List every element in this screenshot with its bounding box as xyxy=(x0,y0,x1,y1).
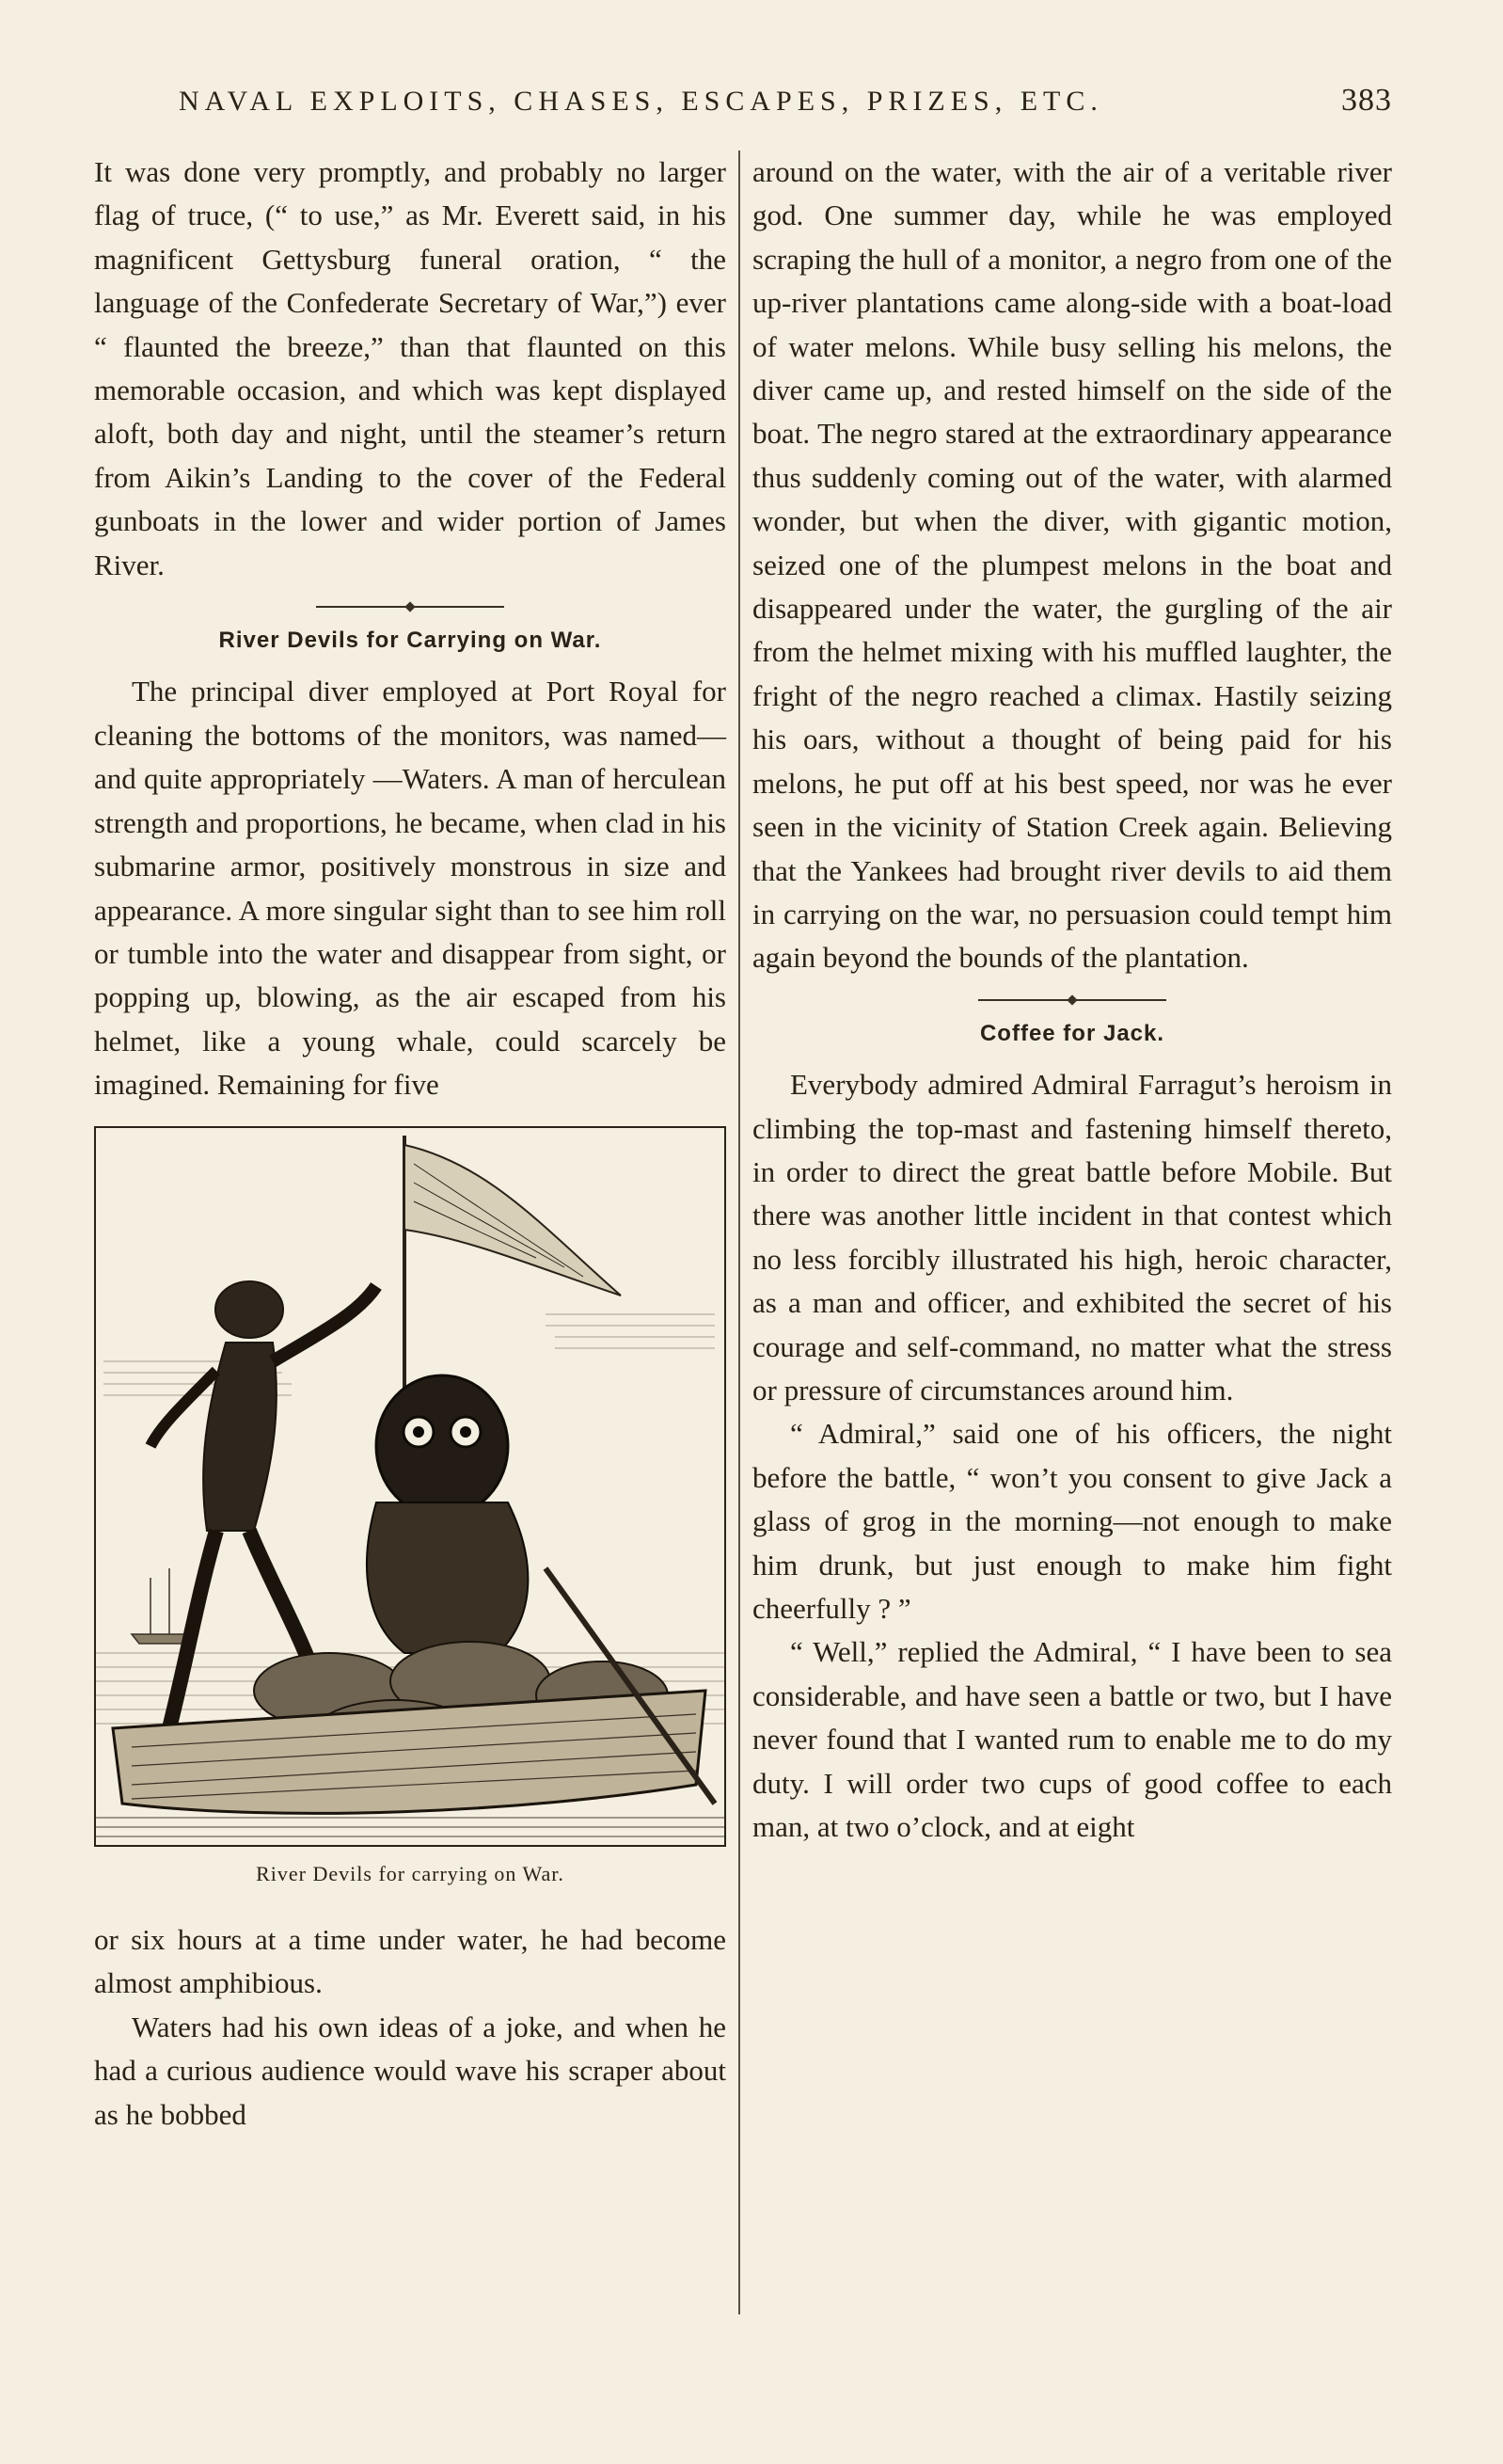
running-header xyxy=(179,83,1392,119)
paragraph: around on the water, with the air of a veritable river god. One summer day, while he was employed scraping the hull of a monitor, a negro from one of the up-river plantations came along-side with a boat-load of water melons. While busy selling his melons, the diver came up, and rested himself on the side of the boat. The negro stared at the extraordinary appearance thus suddenly coming out of the water, with alarmed wonder, but when the diver, with gigantic motion, seized one of the plumpest melons in the boat and disappeared under the water, the gurgling of the air from the helmet mixing with his muffled laughter, the fright of the negro reached a climax. Hastily seizing his oars, without a thought of being paid for his melons, he put off at his best speed, nor was he ever seen in the vicinity of Station Creek again. Believing that the Yankees had brought river devils to aid them in carrying on the war, no persuasion could tempt him again beyond the bounds of the plantation. xyxy=(752,155,1392,975)
engraving-figure xyxy=(94,1126,726,1896)
section-divider xyxy=(978,999,1166,1001)
right-column xyxy=(752,151,1392,1849)
paragraph: or six hours at a time under water, he had become almost amphibious. xyxy=(94,1922,726,2000)
paragraph: The principal diver employed at Port Royal for cleaning the bottoms of the monitors, was named—and quite appropriately —Waters. A man of herculean strength and proportions, he became, when clad in his submarine armor, positively monstrous in size and appearance. A more singular sight than to see him roll or tumble into the water and disappear from sight, or popping up, blowing, as the air escaped from his helmet, like a young whale, could scarcely be imagined. Remaining for five xyxy=(94,675,726,1102)
section-title: Coffee for Jack. xyxy=(979,1020,1165,1046)
left-column xyxy=(94,151,726,2137)
paragraph: It was done very promptly, and probably no larger flag of truce, (“ to use,” as Mr. Everett said, in his magnificent Gettysburg funeral oration, “ the language of the Confederate Secretary of War,”) ever “ flaunted the breeze,” than that flaunted on this memorable occasion, and which was kept displayed aloft, both day and night, until the steamer’s return from Aikin’s Landing to the cover of the Federal gunboats in the lower and wider portion of James River. xyxy=(94,155,726,581)
engraving-illustration xyxy=(94,1126,726,1847)
section-divider xyxy=(316,606,504,608)
paragraph: “ Well,” replied the Admiral, “ I have been to sea considerable, and have seen a battle or two, but I have never found that I wanted rum to enable me to do my duty. I will order two cups of good coffee to each man, at two o’clock, and at eight xyxy=(752,1635,1392,1844)
column-rule xyxy=(738,151,740,2314)
paragraph: Waters had his own ideas of a joke, and when he had a curious audience would wave his scraper about as he bobbed xyxy=(94,2010,726,2131)
section-title: River Devils for Carrying on War. xyxy=(218,628,602,654)
page-number: 383 xyxy=(1341,83,1392,118)
running-title: NAVAL EXPLOITS, CHASES, ESCAPES, PRIZES, ETC. xyxy=(179,86,1103,117)
paragraph: “ Admiral,” said one of his officers, the night before the battle, “ won’t you consent to give Jack a glass of grog in the morning—not enough to make him drunk, but just enough to make him fight cheerfully ? ” xyxy=(752,1417,1392,1625)
figure-caption: River Devils for carrying on War. xyxy=(256,1861,564,1885)
paragraph: Everybody admired Admiral Farragut’s heroism in climbing the top-mast and fastening himself thereto, in order to direct the great battle before Mobile. But there was another little incident in that contest which no less forcibly illustrated his high, heroic character, as a man and officer, and exhibited the secret of his courage and self-command, no matter what the stress or pressure of circumstances around him. xyxy=(752,1068,1392,1407)
